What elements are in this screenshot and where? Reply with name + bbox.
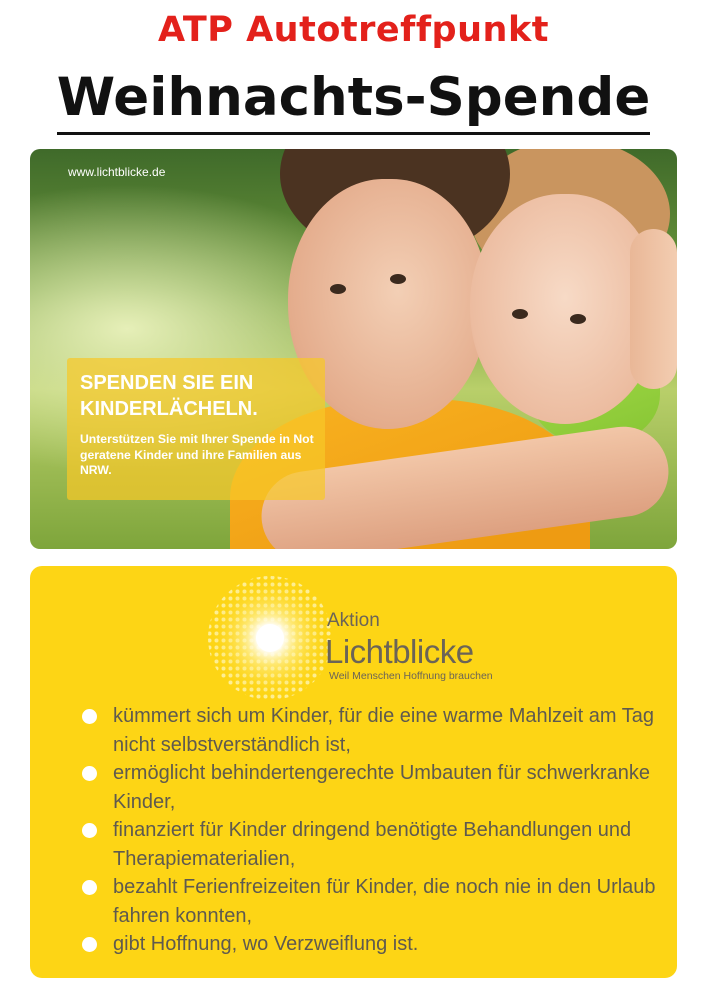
info-panel [30,566,677,978]
benefit-list [82,702,662,959]
bullet-dot-icon [82,766,97,781]
sun-burst-icon [206,574,334,702]
organizer-title: ATP Autotreffpunkt [158,10,549,50]
bullet-dot-icon [82,880,97,895]
bullet-dot-icon [82,937,97,952]
bullet-dot-icon [82,823,97,838]
girl-hand [630,229,677,389]
logo-slogan: Weil Menschen Hoffnung brauchen [329,670,493,682]
girl-eye-right [570,314,586,324]
list-item: gibt Hoffnung, wo Verzweiflung ist. [82,930,662,959]
list-item: bezahlt Ferienfreizeiten für Kinder, die noch nie in den Urlaub fahren konnten, [82,873,662,930]
boy-eye-left [330,284,346,294]
list-item: ermöglicht behindertengerechte Umbauten für schwerkranke Kinder, [82,759,662,816]
girl-eye-left [512,309,528,319]
boy-eye-right [390,274,406,284]
slogan-subtext: Unterstützen Sie mit Ihrer Spende in Not geratene Kinder und ihre Familien aus NRW. [80,432,314,477]
logo-aktion: Aktion [327,610,380,631]
logo-name: Lichtblicke [325,633,474,670]
page-title [0,66,707,135]
page-title-text: Weihnachts-Spende [57,66,651,135]
slogan-headline [80,370,320,422]
list-item: kümmert sich um Kinder, für die eine warme Mahlzeit am Tag nicht selbstverständlich ist, [82,702,662,759]
website-url: www.lichtblicke.de [68,165,166,179]
slogan-box [67,358,325,500]
campaign-photo [30,149,677,549]
bullet-dot-icon [82,709,97,724]
slogan-line-2: KINDERLÄCHELN. [80,398,258,420]
slogan-line-1: SPENDEN SIE EIN [80,372,254,394]
list-item: finanziert für Kinder dringend benötigte Behandlungen und Therapiematerialien, [82,816,662,873]
